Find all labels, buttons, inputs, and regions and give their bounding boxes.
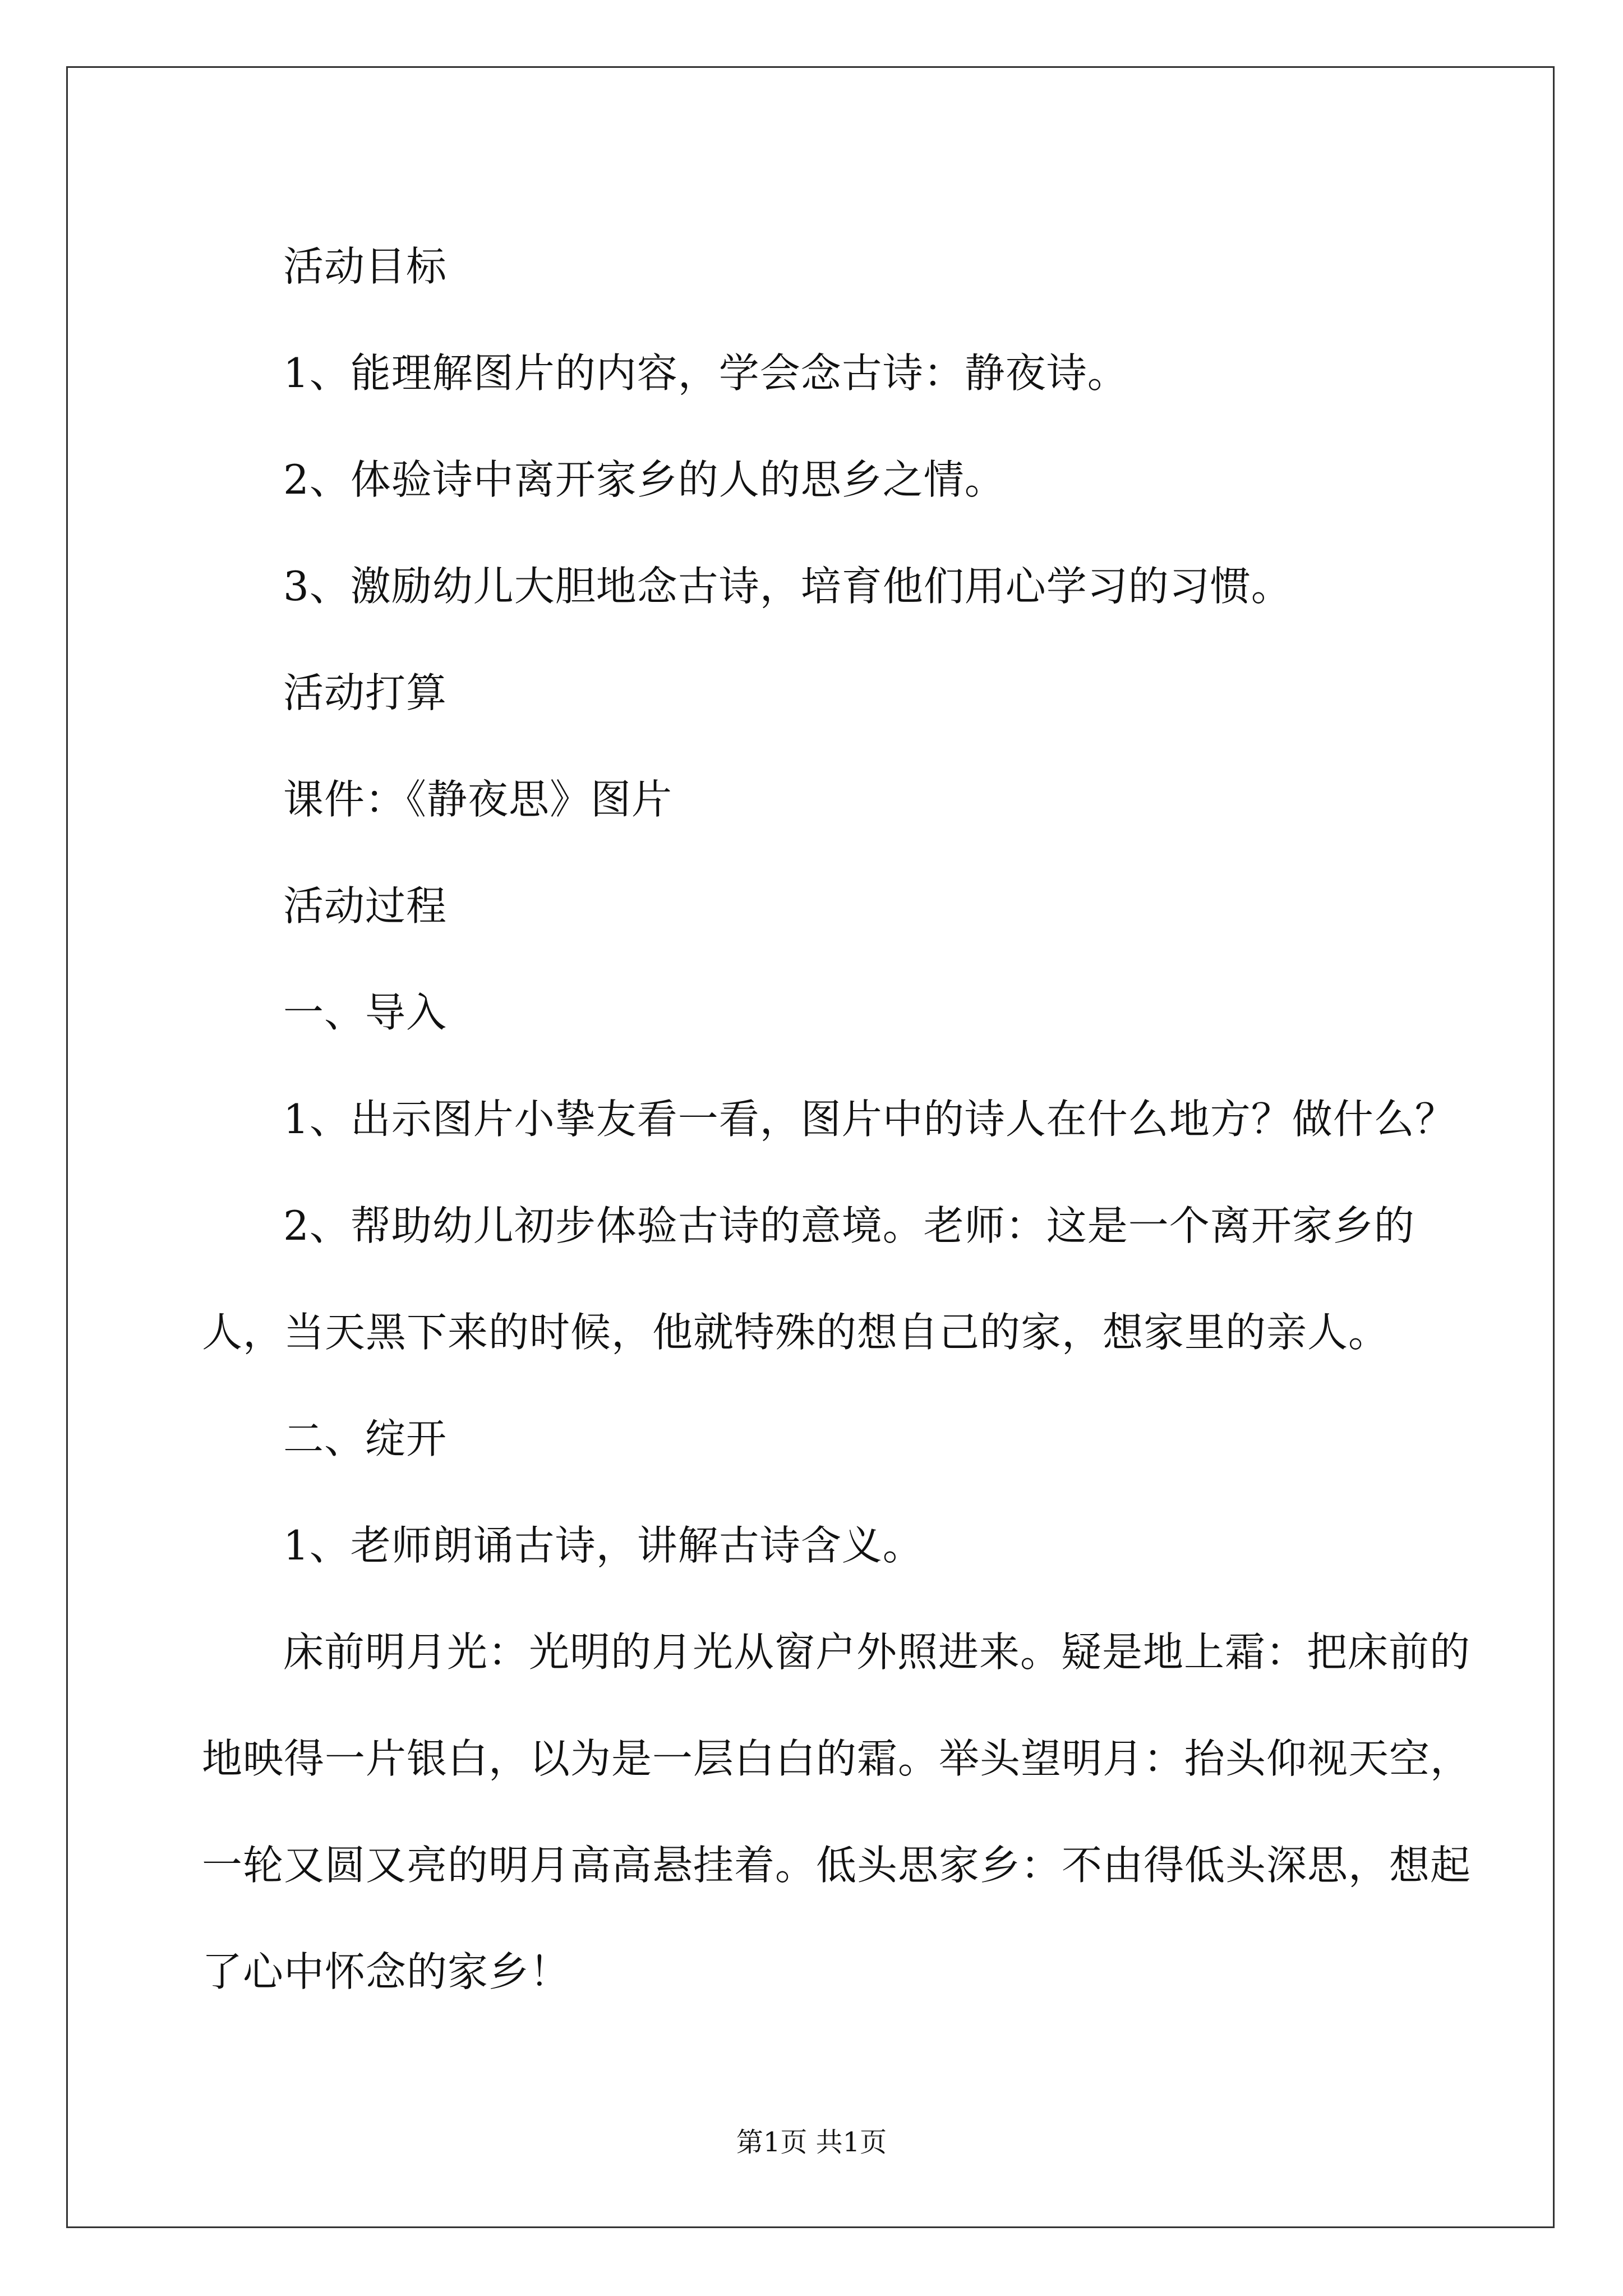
intro-step-2: 2、帮助幼儿初步体验古诗的意境。老师：这是一个离开家乡的人，当天黑下来的时候，他就特殊的想自己的家，想家里的亲人。 (202, 1202, 1415, 1356)
heading-activity-process: 活动过程 (283, 882, 448, 930)
prep-materials: 课件：《静夜思》图片 (283, 776, 673, 823)
expand-step-1: 1、老师朗诵古诗，讲解古诗含义。 (283, 1522, 924, 1569)
section-expand-heading: 二、绽开 (283, 1415, 448, 1462)
document-body (202, 213, 1486, 2025)
section-intro-heading: 一、导入 (283, 989, 448, 1036)
goal-item-3: 3、激励幼儿大胆地念古诗，培育他们用心学习的习惯。 (283, 563, 1292, 610)
heading-activity-prep: 活动打算 (283, 669, 448, 716)
goal-item-1: 1、能理解图片的内容，学会念古诗：静夜诗。 (283, 349, 1128, 397)
goal-item-2: 2、体验诗中离开家乡的人的思乡之情。 (283, 456, 1006, 503)
poem-explanation: 床前明月光：光明的月光从窗户外照进来。疑是地上霜：把床前的地映得一片银白，以为是一层白白的霜。举头望明月：抬头仰视天空，一轮又圆又亮的明月高高悬挂着。低头思家乡：不由得低头深思，想起了心中怀念的家乡！ (202, 1628, 1472, 1995)
heading-activity-goals: 活动目标 (283, 243, 448, 290)
page-footer: 第1页 共1页 (736, 2127, 887, 2158)
intro-step-1: 1、出示图片小挚友看一看，图片中的诗人在什么地方？做什么？ (283, 1096, 1456, 1143)
